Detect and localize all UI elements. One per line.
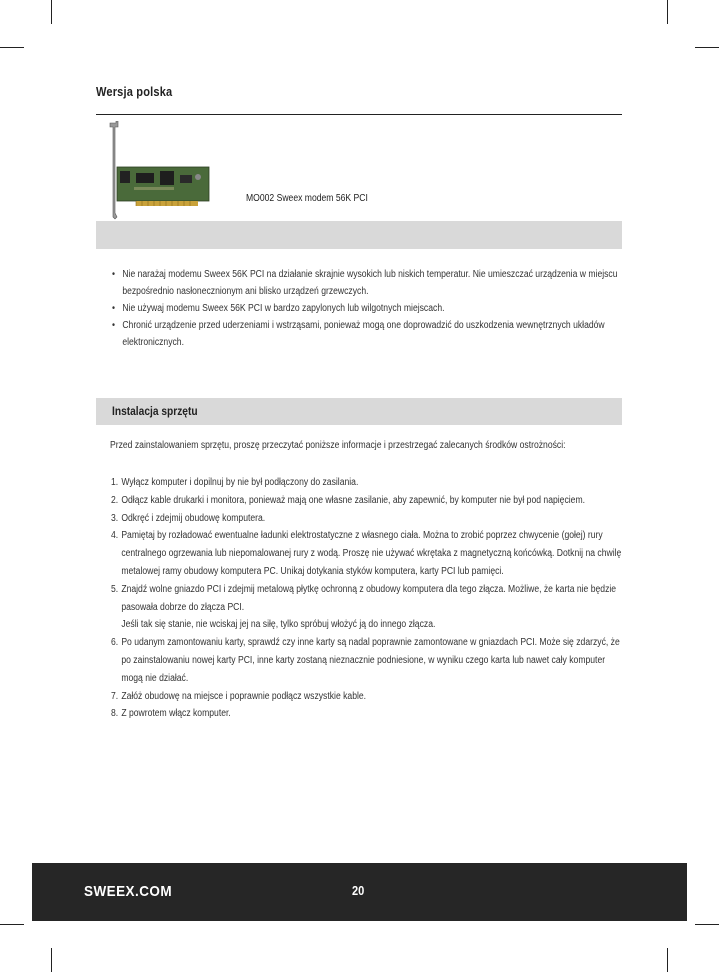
list-item bbox=[111, 474, 627, 492]
step-number: 6. bbox=[111, 637, 119, 649]
header-divider bbox=[96, 114, 622, 115]
step-number: 3. bbox=[111, 512, 119, 524]
pci-modem-card-image bbox=[106, 121, 218, 221]
step-text: Odkręć i zdejmij obudowę komputera. bbox=[121, 512, 266, 524]
page-number: 20 bbox=[352, 883, 365, 898]
crop-mark bbox=[667, 0, 668, 24]
warning-list bbox=[112, 266, 628, 351]
step-number: 4. bbox=[111, 530, 119, 542]
figure-caption: MO002 Sweex modem 56K PCI bbox=[246, 193, 368, 204]
crop-mark bbox=[695, 924, 719, 925]
crop-mark bbox=[51, 948, 52, 972]
section-header bbox=[96, 398, 622, 425]
list-item: • Chronić urządzenie przed uderzeniami i wstrząsami, ponieważ mogą one doprowadzić do uszkodzenia wewnętrznych układów elektronicznych. bbox=[112, 317, 628, 351]
section-intro: Przed zainstalowaniem sprzętu, proszę przeczytać poniższe informacje i przestrzegać zalecanych środków ostrożności: bbox=[110, 440, 566, 451]
list-item: • Nie narażaj modemu Sweex 56K PCI na działanie skrajnie wysokich lub niskich temperatur. Nie umieszczać urządzenia w miejscu bezpośrednio nasłonecznionym ani blisko urządzeń grzewczych. bbox=[112, 266, 628, 300]
step-number: 7. bbox=[111, 690, 119, 702]
step-text: Odłącz kable drukarki i monitora, ponieważ mają one własne zasilanie, aby zapewnić, by komputer nie był pod napięciem. bbox=[121, 494, 586, 506]
brand-logo: SWEEX.COM bbox=[84, 883, 173, 900]
crop-mark bbox=[51, 0, 52, 24]
step-note: Jeśli tak się stanie, nie wciskaj jej na siłę, tylko spróbuj włożyć ją do innego złącza. bbox=[121, 619, 436, 631]
crop-mark bbox=[0, 47, 24, 48]
list-item bbox=[111, 634, 627, 687]
crop-mark bbox=[0, 924, 24, 925]
step-number: 5. bbox=[111, 583, 119, 595]
step-text: Po udanym zamontowaniu karty, sprawdź czy inne karty są nadal poprawnie zamontowane w gniazdach PCI. Może się zdarzyć, że po zainstalowaniu nowej karty PCI, inne karty zostaną nieznacznie podniesione, w wyniku czego karta lub nawet cały komputer mogą nie działać. bbox=[121, 637, 620, 684]
list-item bbox=[111, 527, 627, 580]
step-text: Załóż obudowę na miejsce i poprawnie podłącz wszystkie kable. bbox=[121, 690, 367, 702]
page-title: Wersja polska bbox=[96, 84, 173, 99]
list-item bbox=[111, 705, 627, 723]
page-footer bbox=[32, 863, 687, 921]
crop-mark bbox=[695, 47, 719, 48]
step-number: 8. bbox=[111, 708, 119, 720]
installation-steps bbox=[111, 474, 627, 723]
crop-mark bbox=[667, 948, 668, 972]
shaded-band bbox=[96, 221, 622, 249]
list-item: • Nie używaj modemu Sweex 56K PCI w bardzo zapylonych lub wilgotnych miejscach. bbox=[112, 300, 628, 317]
step-number: 1. bbox=[111, 477, 119, 488]
list-item bbox=[111, 581, 627, 634]
step-text: Znajdź wolne gniazdo PCI i zdejmij metalową płytkę ochronną z obudowy komputera dla tego złącza. Możliwe, że karta nie będzie pasowała dobrze do złącza PCI. bbox=[121, 583, 617, 613]
list-item bbox=[111, 510, 627, 528]
step-text: Pamiętaj by rozładować ewentualne ładunki elektrostatyczne z własnego ciała. Można to zrobić poprzez chwycenie (gołej) rury centralnego ogrzewania lub niepomalowanej rury z wodą. Proszę nie używać wkrętaka z magnetyczną końcówką. Dotknij na chwilę metalowej ramy obudowy komputera PC. Unikaj dotykania styków komputera, karty PCI lub pamięci. bbox=[121, 530, 622, 577]
list-item bbox=[111, 688, 627, 706]
step-text: Wyłącz komputer i dopilnuj by nie był podłączony do zasilania. bbox=[121, 477, 359, 488]
step-text: Z powrotem włącz komputer. bbox=[121, 708, 231, 720]
list-item bbox=[111, 492, 627, 510]
section-title: Instalacja sprzętu bbox=[112, 404, 198, 418]
step-number: 2. bbox=[111, 494, 119, 506]
